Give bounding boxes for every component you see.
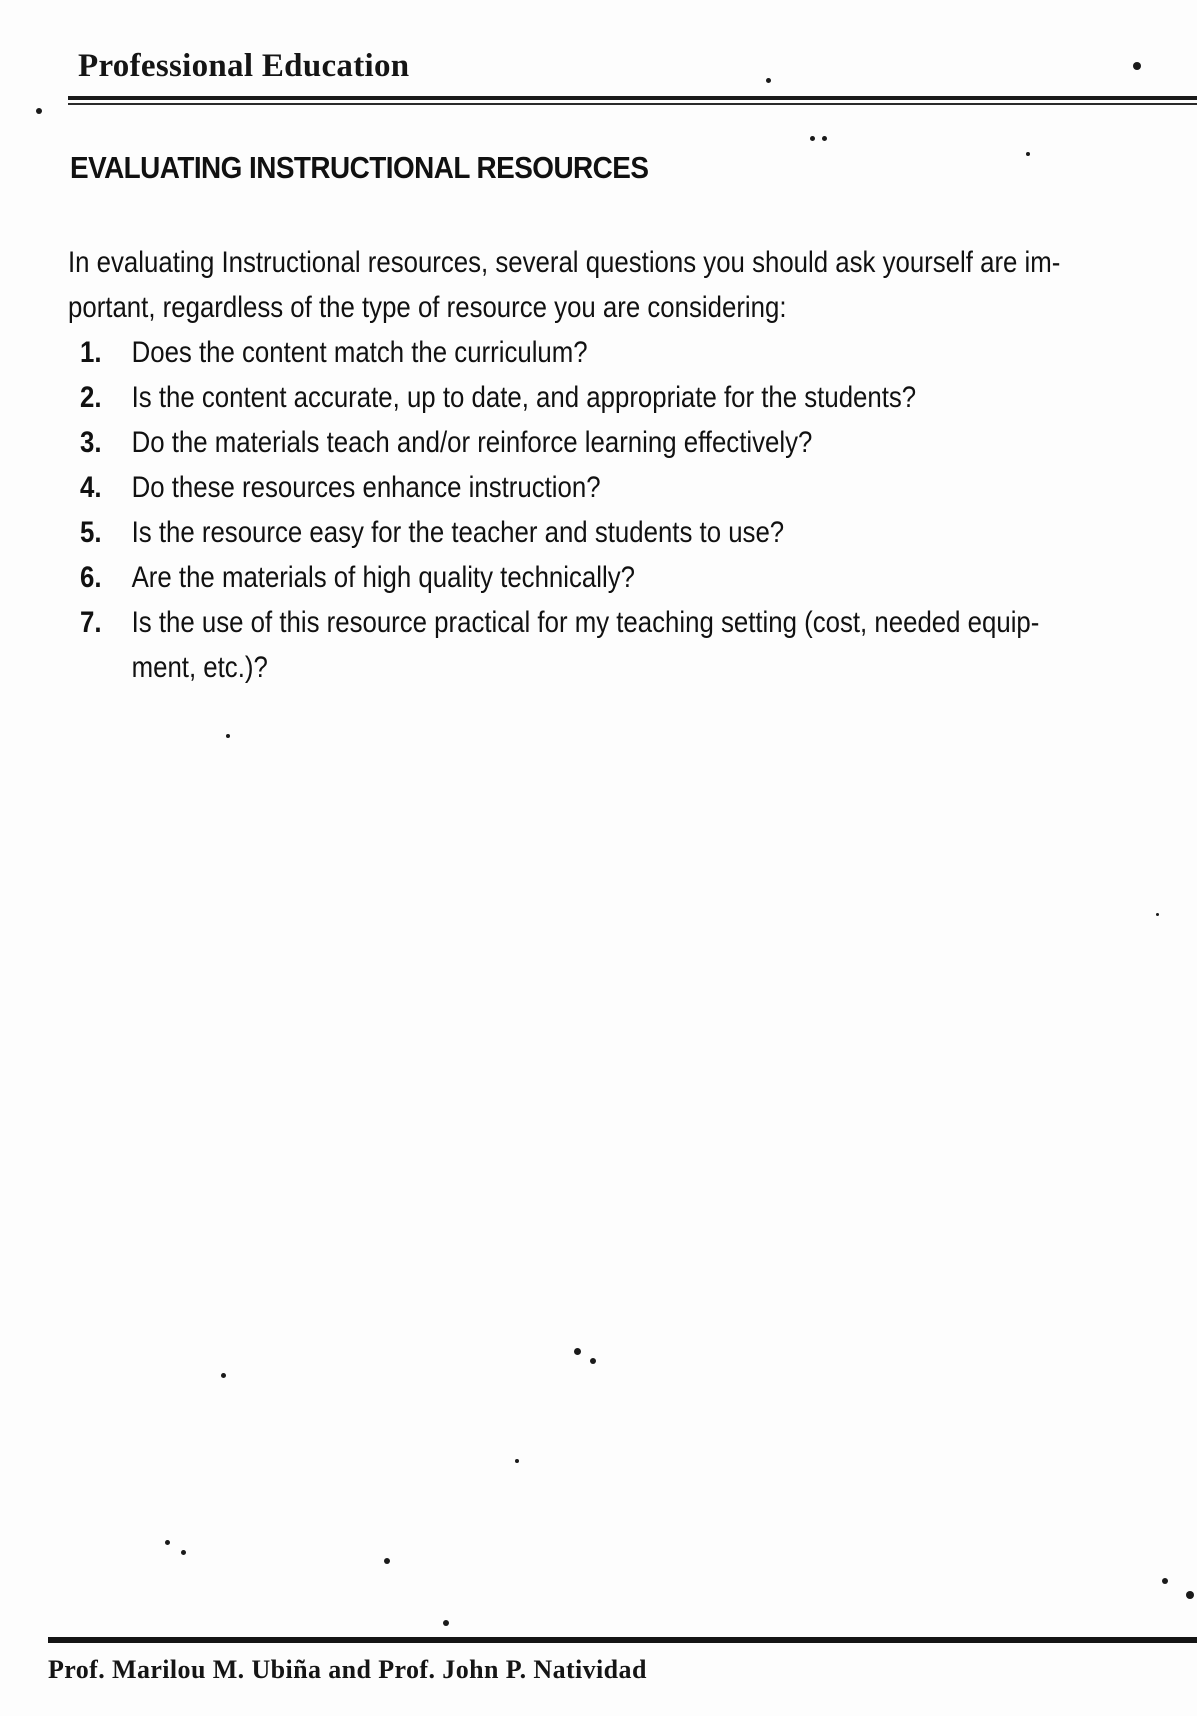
- list-item: [80, 555, 1197, 600]
- question-list: [80, 330, 1197, 690]
- scan-speck: [226, 734, 230, 738]
- list-item: [80, 420, 1197, 465]
- scan-speck: [1186, 1591, 1194, 1599]
- list-item: [80, 600, 1197, 690]
- scan-speck: [766, 78, 771, 83]
- scan-speck: [1156, 913, 1159, 916]
- list-item-number: 2.: [80, 381, 102, 414]
- scan-speck: [1133, 62, 1141, 70]
- list-item-continuation: ment, etc.)?: [131, 651, 268, 684]
- scan-speck: [1162, 1578, 1168, 1584]
- running-header-title: Professional Education: [78, 48, 410, 84]
- scan-speck: [1026, 152, 1030, 156]
- list-item-number: 6.: [80, 561, 102, 594]
- intro-line: In evaluating Instructional resources, several questions you should ask yourself are im-: [68, 246, 1061, 279]
- scan-speck: [443, 1620, 449, 1626]
- list-item: [80, 375, 1197, 420]
- list-item-text: Is the content accurate, up to date, and appropriate for the students?: [131, 381, 917, 414]
- list-item-text: Do the materials teach and/or reinforce learning effectively?: [131, 426, 813, 459]
- list-item-number: 3.: [80, 426, 102, 459]
- list-item-number: 5.: [80, 516, 102, 549]
- footer-authors: Prof. Marilou M. Ubiña and Prof. John P. Natividad: [48, 1655, 647, 1684]
- scan-speck: [384, 1558, 390, 1564]
- list-item-text: Is the resource easy for the teacher and students to use?: [131, 516, 785, 549]
- scan-speck: [590, 1358, 596, 1364]
- list-item-text: Do these resources enhance instruction?: [131, 471, 601, 504]
- scan-speck: [515, 1459, 519, 1463]
- scan-speck: [822, 136, 827, 141]
- footer-rule: [48, 1637, 1197, 1643]
- list-item-text: Are the materials of high quality technically?: [131, 561, 635, 594]
- section-heading: EVALUATING INSTRUCTIONAL RESOURCES: [70, 150, 649, 185]
- list-item-text: Is the use of this resource practical for my teaching setting (cost, needed equip-: [131, 606, 1040, 639]
- list-item-number: 7.: [80, 606, 102, 639]
- scan-speck: [574, 1348, 581, 1355]
- list-item-number: 4.: [80, 471, 102, 504]
- scan-speck: [165, 1540, 170, 1545]
- header-rule: [68, 96, 1197, 100]
- scan-speck: [36, 108, 42, 114]
- intro-line: portant, regardless of the type of resource you are considering:: [68, 291, 787, 324]
- list-item: [80, 465, 1197, 510]
- scan-speck: [181, 1550, 186, 1555]
- list-item-text: Does the content match the curriculum?: [131, 336, 588, 369]
- header-rule-secondary: [68, 103, 1197, 105]
- list-item: [80, 330, 1197, 375]
- scan-speck: [221, 1373, 226, 1378]
- list-item-number: 1.: [80, 336, 102, 369]
- list-item: [80, 510, 1197, 555]
- scan-speck: [810, 136, 815, 141]
- intro-paragraph: [68, 240, 1165, 330]
